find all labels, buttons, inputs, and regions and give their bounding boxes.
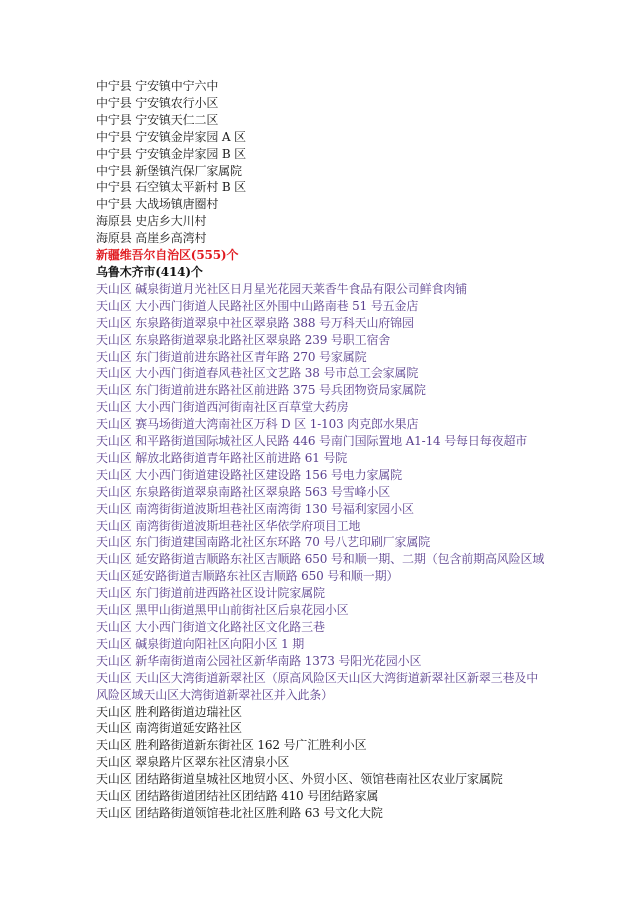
list-item: 天山区 大小西门街道西河街南社区百草堂大药房: [96, 400, 349, 415]
list-item: 天山区 解放北路街道青年路社区前进路 61 号院: [96, 450, 348, 465]
list-item: 天山区 南湾街街道波斯坦巷社区华依学府项目工地: [96, 518, 361, 533]
list-item: 天山区 东泉路街道翠泉南路社区翠泉路 563 号雪峰小区: [96, 484, 391, 499]
list-item: 天山区 黑甲山街道黑甲山前街社区后泉花园小区: [96, 603, 349, 618]
list-item: 中宁县 新堡镇汽保厂家属院: [96, 163, 242, 178]
region-heading: 新疆维吾尔自治区(555)个: [96, 248, 239, 263]
list-item: 天山区 天山区大湾街道新翠社区（原高风险区天山区大湾街道新翠社区新翠三巷及中: [96, 670, 539, 685]
document-body: [96, 78, 606, 822]
list-item: 天山区 大小西门街道文化路社区文化路三巷: [96, 620, 325, 634]
list-item: 中宁县 宁安镇金岸家园 B 区: [96, 146, 247, 161]
list-item: 天山区 东门街道前进东路社区青年路 270 号家属院: [96, 349, 367, 364]
list-item: 天山区 翠泉路片区翠东社区清泉小区: [96, 755, 290, 770]
list-item: 天山区 东泉路街道翠泉中社区翠泉路 388 号万科天山府锦园: [96, 315, 414, 330]
list-item: 中宁县 宁安镇金岸家园 A 区: [96, 129, 246, 144]
list-item: 天山区延安路街道吉顺路东社区吉顺路 650 号和顺一期）: [96, 569, 399, 584]
list-item: 天山区 延安路街道吉顺路东社区吉顺路 650 号和顺一期、二期（包含前期高风险区域: [96, 552, 545, 567]
list-item: 天山区 团结路街道皇城社区地贸小区、外贸小区、领馆巷南社区农业厅家属院: [96, 772, 503, 787]
list-item: 天山区 团结路街道领馆巷北社区胜利路 63 号文化大院: [96, 805, 383, 820]
list-item: 中宁县 宁安镇中宁六中: [96, 79, 219, 93]
list-item: 海原县 高崖乡高湾村: [96, 231, 207, 246]
list-item: 天山区 碱泉街道向阳社区向阳小区 1 期: [96, 636, 305, 651]
list-item: 天山区 大小西门街道建设路社区建设路 156 号电力家属院: [96, 467, 402, 482]
list-item: 天山区 碱泉街道月光社区日月星光花园天莱香牛食品有限公司鲜食肉铺: [96, 281, 468, 296]
list-item: 天山区 东门街道前进西路社区设计院家属院: [96, 586, 325, 601]
list-item: 天山区 大小西门街道人民路社区外围中山路南巷 51 号五金店: [96, 298, 419, 313]
list-item: 风险区域天山区大湾街道新翠社区并入此条）: [96, 687, 334, 702]
city-heading: 乌鲁木齐市(414)个: [96, 264, 203, 279]
list-item: 海原县 史店乡大川村: [96, 214, 207, 229]
list-item: 天山区 赛马场街道大湾南社区万科 D 区 1-103 肉克郎水果店: [96, 417, 419, 432]
list-item: 天山区 和平路街道国际城社区人民路 446 号南门国际置地 A1-14 号每日每夜超市: [96, 434, 528, 449]
list-item: 中宁县 宁安镇天仁二区: [96, 112, 219, 127]
list-item: 天山区 东门街道建国南路北社区东环路 70 号八艺印刷厂家属院: [96, 535, 431, 550]
list-item: 中宁县 宁安镇农行小区: [96, 95, 219, 110]
list-item: 天山区 南湾街道延安路社区: [96, 721, 242, 736]
list-item: 天山区 团结路街道团结社区团结路 410 号团结路家属: [96, 789, 379, 804]
list-item: 天山区 胜利路街道新东街社区 162 号广汇胜利小区: [96, 738, 367, 753]
list-item: 中宁县 大战场镇唐圈村: [96, 197, 219, 212]
list-item: 天山区 新华南街道南公园社区新华南路 1373 号阳光花园小区: [96, 653, 422, 668]
list-item: 中宁县 石空镇太平新村 B 区: [96, 180, 247, 195]
list-item: 天山区 胜利路街道边瑞社区: [96, 704, 242, 719]
list-item: 天山区 大小西门街道春风巷社区文艺路 38 号市总工会家属院: [96, 366, 419, 381]
list-item: 天山区 南湾街街道波斯坦巷社区南湾街 130 号福利家园小区: [96, 501, 414, 516]
list-item: 天山区 东泉路街道翠泉北路社区翠泉路 239 号职工宿舍: [96, 332, 391, 347]
list-item: 天山区 东门街道前进东路社区前进路 375 号兵团物资局家属院: [96, 383, 426, 398]
